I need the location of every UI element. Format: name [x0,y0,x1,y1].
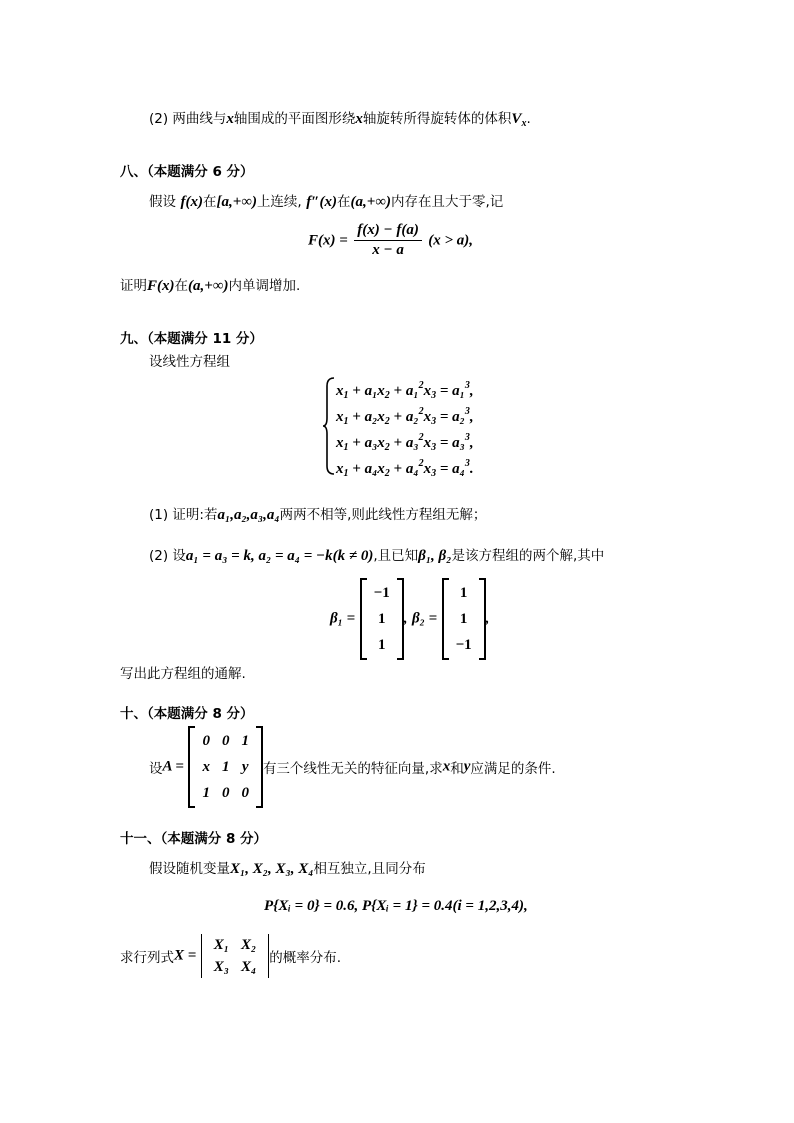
q9-eq-row-4: $x_1 + a_4x_2 + a_4^2x_3 = a_4^3$. [336,458,474,479]
q8-F: F(x) = [308,232,348,249]
q11-line3 [120,934,341,978]
q9-eq-row-3: $x_1 + a_3x_2 + a_3^2x_3 = a_3^3$, [336,432,474,453]
q8-interval-1: [a,+∞) [216,194,257,210]
q10-text-a: 设 [149,761,163,777]
q7-x-2: x [355,111,363,127]
q9-beta-vectors [330,578,489,660]
q9-part1 [149,503,486,524]
q9-tail: 写出此方程组的通解. [120,666,246,682]
q8-numerator: f(x) − f(a) [354,222,422,241]
q10-A: A = [162,758,184,775]
q9-eq-row-1: $x_1 + a_1x_2 + a_1^2x_3 = a_1^3$, [336,380,474,401]
q8-denominator: x − a [372,242,404,258]
q7-end: . [526,111,531,127]
q11-X: X = [174,947,197,964]
q10-heading: 十、（本题满分 8 分） [120,706,254,722]
q9-part2-condition: a₁ = a₃ = k, a₂ = a₄ = −k(k ≠ 0) [185,548,374,564]
q8-text-in: 在 [174,278,188,294]
q7-part2-line [149,107,531,129]
q8-interval-2: (a,+∞) [350,194,391,210]
q8-f2x: f″(x) [306,194,337,210]
q8-text-a: 假设 [149,194,176,210]
q9-part2-text-c: 是该方程组的两个解,其中 [451,548,605,564]
q8-interval-3: (a,+∞) [188,278,229,294]
q7-part2-number: (2) [149,111,169,127]
q9-beta-comma: , [403,610,408,627]
q9-beta2-comma: , [485,610,490,627]
q8-prove-text: 证明 [120,278,147,294]
q8-line1 [149,190,503,211]
q7-text-2: 轴围成的平面图形绕 [233,111,356,127]
q11-determinant: X₁ X₂ X₃ X₄ [201,934,269,978]
q10-y: y [463,758,471,775]
q11-text-b: 相互独立,且同分布 [313,861,426,877]
q8-text-e: 内存在且大于零,记 [390,194,504,210]
q11-text-a: 求行列式 [120,950,174,966]
q10-text-c: 应满足的条件. [470,761,556,777]
q7-x-1: x [226,111,234,127]
q10-matrix: 0 0 1 x 1 y 1 0 0 [188,726,263,808]
q8-Fx: F(x) [147,278,175,294]
q8-text-increase: 内单调增加. [228,278,301,294]
q9-beta2-label: β₂ = [411,610,438,627]
q8-text-b: 在 [202,194,217,210]
q8-heading: 八、（本题满分 6 分） [120,164,254,180]
q9-part1-text-b: 两两不相等,则此线性方程组无解； [279,507,487,523]
q9-system-brace [322,376,336,476]
q11-vars: X₁, X₂, X₃, X₄ [230,861,314,877]
q9-beta1-vector: −1 1 1 [360,578,404,660]
q10-x: x [442,758,451,775]
q9-beta1-label: β₁ = [330,610,356,627]
q8-fraction [354,222,422,259]
q9-intro: 设线性方程组 [149,354,230,370]
q11-heading: 十一、（本题满分 8 分） [120,831,268,847]
q10-line [149,726,556,808]
q9-part1-vars: a₁,a₂,a₃,a₄ [217,507,280,523]
q7-volume: V [511,111,522,127]
q7-text-1: 两曲线与 [168,111,227,127]
q8-fx: f(x) [180,194,203,210]
q9-heading: 九、（本题满分 11 分） [120,331,263,347]
q10-text-b: 有三个线性无关的特征向量,求 [262,761,443,777]
q9-part2-betas: β₁, β₂ [418,548,452,564]
q9-part1-number: (1) [149,507,169,523]
q9-part1-text-a: 证明:若 [168,507,218,523]
q10-and: 和 [450,761,464,777]
q9-beta2-vector: 1 1 −1 [442,578,486,660]
q9-part2-text-a: 设 [168,548,186,564]
q9-part2 [149,544,604,565]
q9-part2-text-b: ,且已知 [373,548,419,564]
q8-condition: (x > a), [428,232,474,249]
q7-text-3: 轴旋转所得旋转体的体积 [362,111,512,127]
q11-line1 [149,857,426,878]
q8-text-c: 上连续, [256,194,302,210]
q8-text-d: 在 [336,194,351,210]
q8-formula [308,222,473,259]
q8-line3 [120,274,300,295]
q11-text-a: 假设随机变量 [149,861,230,877]
q9-part2-number: (2) [149,548,169,564]
q9-eq-row-2: $x_1 + a_2x_2 + a_2^2x_3 = a_2^3$, [336,406,474,427]
q11-formula: P{Xᵢ = 0} = 0.6, P{Xᵢ = 1} = 0.4(i = 1,2,3,4), [264,898,528,914]
q11-text-b: 的概率分布. [269,950,342,966]
q7-volume-sub: x [521,118,527,129]
